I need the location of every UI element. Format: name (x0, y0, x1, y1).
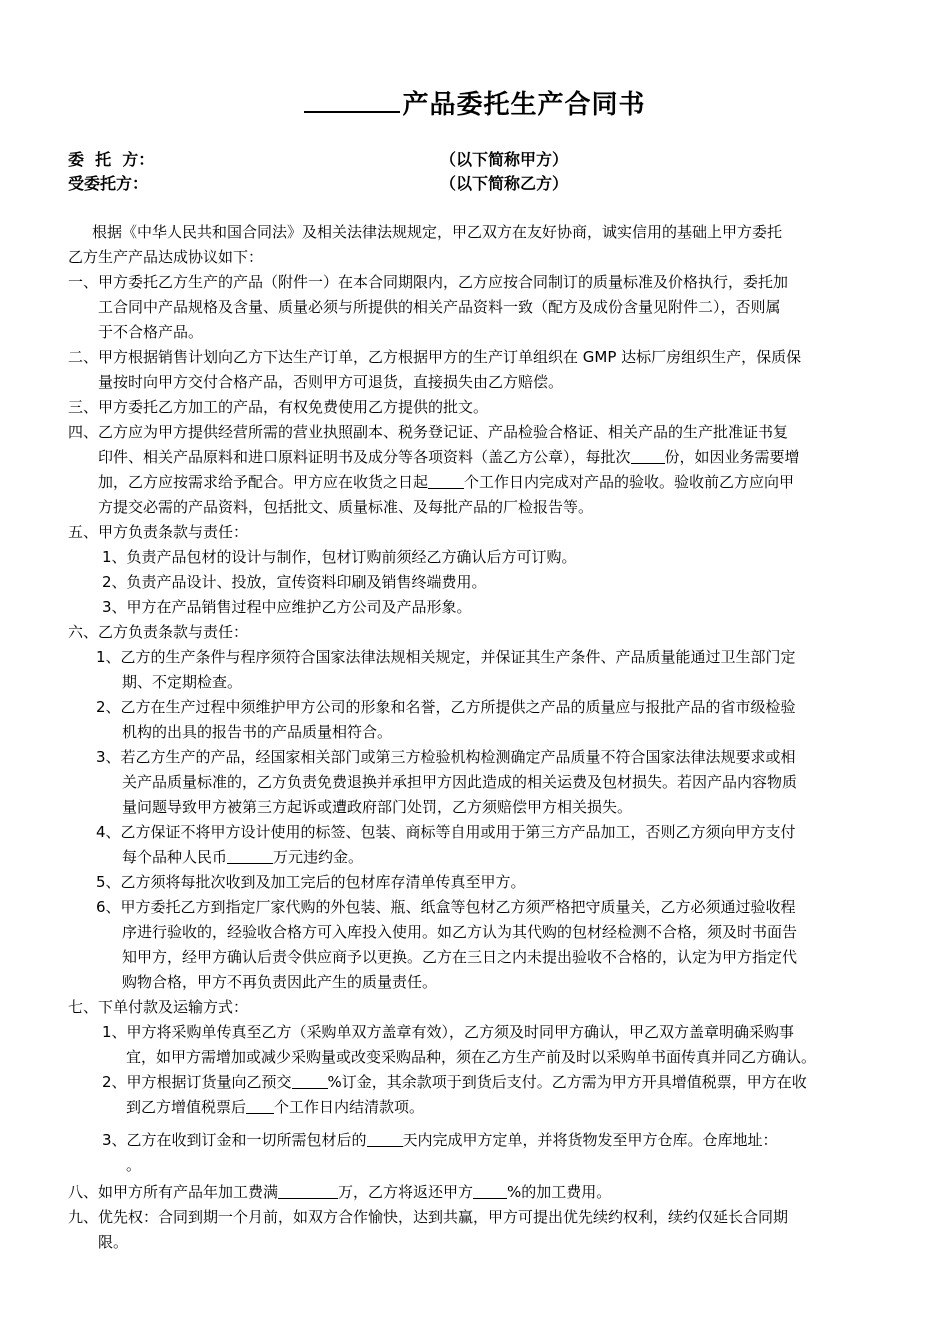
principal-label: 委 托 方： (68, 150, 155, 169)
clause-2-line: 二、甲方根据销售计划向乙方下达生产订单，乙方根据甲方的生产订单组织在 GMP 达标厂房组织生产，保质保 (68, 348, 802, 366)
clause-7-text: 3、乙方在收到订金和一切所需包材后的 (102, 1131, 367, 1149)
clause-4-text: 印件、相关产品原料和进口原料证明书及成分等各项资料（盖乙方公章），每批次 (98, 448, 631, 466)
clause-6-item: 6、甲方委托乙方到指定厂家代购的外包装、瓶、纸盒等包材乙方须严格把守质量关，乙方必须通过验收程 (96, 898, 796, 916)
clause-6-item: 1、乙方的生产条件与程序须符合国家法律法规相关规定，并保证其生产条件、产品质量能通过卫生部门定 (96, 648, 796, 666)
clause-4-line: 四、乙方应为甲方提供经营所需的营业执照副本、税务登记证、产品检验合格证、相关产品的生产批准证书复 (68, 423, 789, 441)
blank-field (631, 447, 665, 464)
clause-8-text: 万，乙方将返还甲方 (338, 1183, 474, 1201)
agent-note: （以下简称乙方） (440, 174, 569, 193)
clause-3-line: 三、甲方委托乙方加工的产品，有权免费使用乙方提供的批文。 (68, 398, 489, 416)
clause-6-item: 知甲方，经甲方确认后责令供应商予以更换。乙方在三日之内未提出验收不合格的，认定为甲方指定代 (122, 948, 798, 966)
clause-4-line (98, 472, 794, 492)
clause-5-item: 2、负责产品设计、投放，宣传资料印刷及销售终端费用。 (102, 573, 487, 591)
intro-line: 乙方生产产品达成协议如下： (68, 248, 264, 266)
blank-field (473, 1182, 507, 1199)
clause-7-item (102, 1130, 778, 1150)
clause-7-text: 个工作日内结清款项。 (274, 1098, 425, 1116)
clause-6-item: 购物合格，甲方不再负责因此产生的质量责任。 (122, 973, 438, 991)
clause-4-text: 份，如因业务需要增 (664, 448, 800, 466)
clause-6-item: 量问题导致甲方被第三方起诉或遭政府部门处罚，乙方须赔偿甲方相关损失。 (122, 798, 633, 816)
document-title (0, 84, 950, 121)
clause-9-line: 九、优先权：合同到期一个月前，如双方合作愉快，达到共赢，甲方可提出优先续约权利，续约仅延长合同期 (68, 1208, 789, 1226)
clause-1-line: 工合同中产品规格及含量、质量必须与所提供的相关产品资料一致（配方及成份含量见附件二），否则属 (98, 298, 781, 316)
clause-5-heading: 五、甲方负责条款与责任： (68, 523, 249, 541)
clause-7-item: 1、甲方将采购单传真至乙方（采购单双方盖章有效），乙方须及时同甲方确认，甲乙双方盖章明确采购事 (102, 1023, 795, 1041)
blank-field (227, 847, 273, 864)
clause-7-text: 天内完成甲方定单，并将货物发至甲方仓库。仓库地址： (402, 1131, 778, 1149)
blank-field (278, 1182, 338, 1199)
clause-2-line: 量按时向甲方交付合格产品，否则甲方可退货，直接损失由乙方赔偿。 (98, 373, 564, 391)
clause-7-text: 到乙方增值税票后 (126, 1098, 247, 1116)
blank-field (292, 1072, 328, 1089)
blank-field (428, 472, 464, 489)
clause-7-text: %订金，其余款项于到货后支付。乙方需为甲方开具增值税票，甲方在收 (327, 1073, 807, 1091)
clause-6-item: 机构的出具的报告书的产品质量相符合。 (122, 723, 393, 741)
clause-6-item: 4、乙方保证不将甲方设计使用的标签、包装、商标等自用或用于第三方产品加工，否则乙方须向甲方支付 (96, 823, 796, 841)
intro-line: 根据《中华人民共和国合同法》及相关法律法规规定，甲乙双方在友好协商，诚实信用的基础上甲方委托 (92, 223, 783, 241)
clause-7-heading: 七、下单付款及运输方式： (68, 998, 249, 1016)
clause-1-line: 一、甲方委托乙方生产的产品（附件一）在本合同期限内，乙方应按合同制订的质量标准及价格执行，委托加 (68, 273, 789, 291)
clause-7-item: 宜，如甲方需增加或减少采购量或改变采购品种，须在乙方生产前及时以采购单书面传真并同乙方确认。 (126, 1048, 817, 1066)
agent-label: 受委托方： (68, 174, 149, 193)
agent-party (68, 171, 888, 194)
clause-1-line: 于不合格产品。 (98, 323, 204, 341)
clause-8-text: %的加工费用。 (507, 1183, 612, 1201)
clause-7-item: 。 (126, 1156, 142, 1174)
clause-7-text: 2、甲方根据订货量向乙预交 (102, 1073, 292, 1091)
clause-5-item: 3、甲方在产品销售过程中应维护乙方公司及产品形象。 (102, 598, 472, 616)
clause-6-heading: 六、乙方负责条款与责任： (68, 623, 249, 641)
clause-5-item: 1、负责产品包材的设计与制作，包材订购前须经乙方确认后方可订购。 (102, 548, 577, 566)
clause-6-item: 3、若乙方生产的产品，经国家相关部门或第三方检验机构检测确定产品质量不符合国家法律法规要求或相 (96, 748, 796, 766)
clause-7-item (102, 1072, 807, 1092)
clause-6-text: 万元违约金。 (273, 848, 364, 866)
clause-6-item: 序进行验收的，经验收合格方可入库投入使用。如乙方认为其代购的包材经检测不合格，须及时书面告 (122, 923, 798, 941)
blank-field (367, 1130, 403, 1147)
clause-8-line (68, 1182, 611, 1202)
clause-6-item: 5、乙方须将每批次收到及加工完后的包材库存清单传真至甲方。 (96, 873, 526, 891)
principal-note: （以下简称甲方） (440, 150, 569, 169)
clause-7-item (126, 1097, 424, 1117)
clause-4-line (98, 447, 800, 467)
principal-party (68, 147, 888, 170)
clause-6-item: 期、不定期检查。 (122, 673, 243, 691)
clause-4-line: 方提交必需的产品资料，包括批文、质量标准、及每批产品的厂检报告等。 (98, 498, 594, 516)
clause-4-text: 个工作日内完成对产品的验收。验收前乙方应向甲 (464, 473, 795, 491)
clause-4-text: 加，乙方应按需求给予配合。甲方应在收货之日起 (98, 473, 429, 491)
clause-6-item: 2、乙方在生产过程中须维护甲方公司的形象和名誉，乙方所提供之产品的质量应与报批产品的省市级检验 (96, 698, 796, 716)
title-text: 产品委托生产合同书 (402, 90, 646, 120)
title-blank-line (304, 87, 400, 113)
blank-field (246, 1097, 274, 1114)
clause-6-item: 关产品质量标准的，乙方负责免费退换并承担甲方因此造成的相关运费及包材损失。若因产品内容物质 (122, 773, 798, 791)
clause-6-text: 每个品种人民币 (122, 848, 228, 866)
clause-6-item (122, 847, 363, 867)
clause-9-line: 限。 (98, 1233, 129, 1251)
clause-8-text: 八、如甲方所有产品年加工费满 (68, 1183, 279, 1201)
